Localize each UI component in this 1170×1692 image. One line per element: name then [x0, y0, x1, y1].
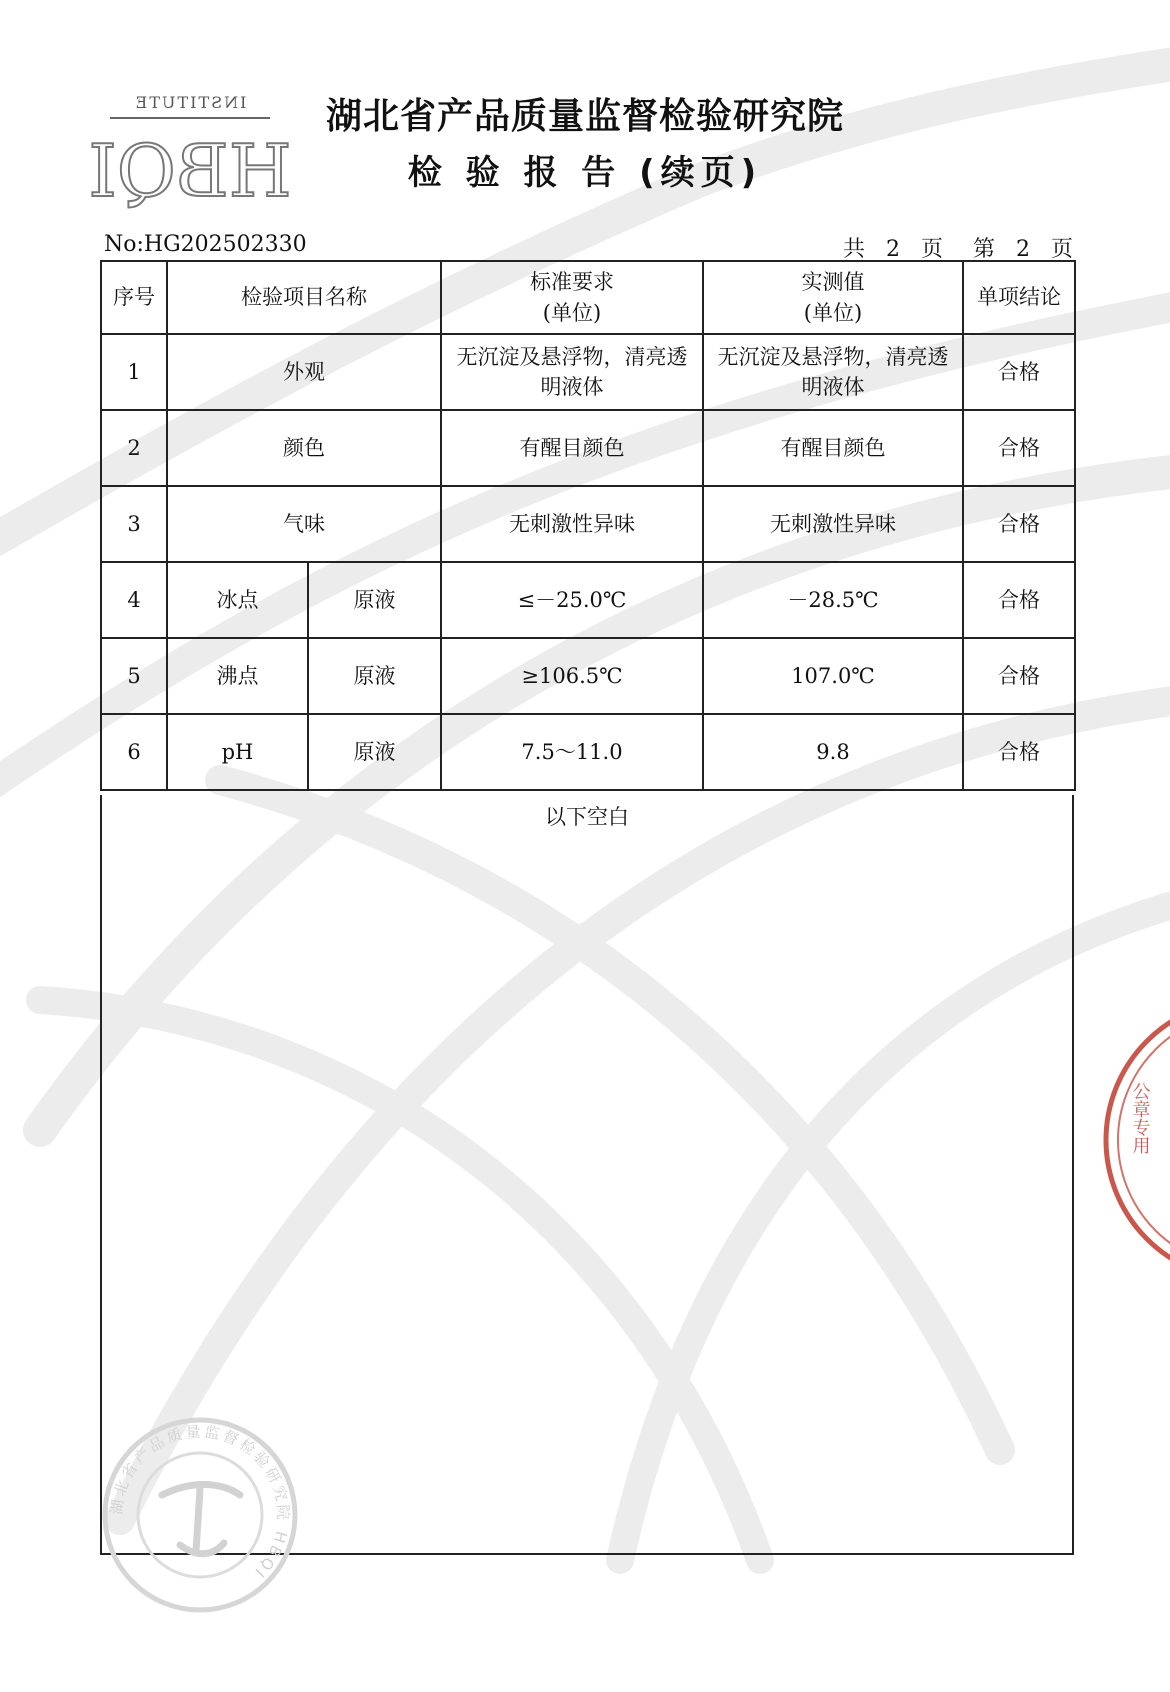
- row-standard: 7.5～11.0: [441, 714, 703, 790]
- logo-top-text: INSTITUTE: [133, 93, 247, 112]
- table-header-row: [101, 261, 1075, 334]
- row-index: 1: [101, 334, 167, 410]
- row-sub-item: 原液: [308, 638, 441, 714]
- row-sub-item: 原液: [308, 562, 441, 638]
- header-conclusion: 单项结论: [963, 261, 1075, 334]
- row-conclusion: 合格: [963, 714, 1075, 790]
- row-measured: 有醒目颜色: [703, 410, 963, 486]
- row-standard: 无刺激性异味: [441, 486, 703, 562]
- row-index: 3: [101, 486, 167, 562]
- seal-text: 湖北省产品质量监督检验研究院 HBQI: [107, 1422, 293, 1583]
- row-index: 2: [101, 410, 167, 486]
- stamp-text: 公章专用: [1129, 1082, 1151, 1154]
- row-measured: 9.8: [703, 714, 963, 790]
- row-standard: 有醒目颜色: [441, 410, 703, 486]
- row-standard: ≥106.5℃: [441, 638, 703, 714]
- header-measured: 实测值 (单位): [703, 261, 963, 334]
- table-row: [101, 638, 1075, 714]
- table-row: [101, 562, 1075, 638]
- row-index: 4: [101, 562, 167, 638]
- row-conclusion: 合格: [963, 334, 1075, 410]
- row-measured: 无刺激性异味: [703, 486, 963, 562]
- row-measured: 无沉淀及悬浮物，清亮透明液体: [703, 334, 963, 410]
- report-number: No:HG202502330: [104, 232, 307, 257]
- row-item: 颜色: [167, 410, 441, 486]
- row-item: 气味: [167, 486, 441, 562]
- row-item: 外观: [167, 334, 441, 410]
- row-measured: －28.5℃: [703, 562, 963, 638]
- row-measured: 107.0℃: [703, 638, 963, 714]
- row-conclusion: 合格: [963, 638, 1075, 714]
- embossed-seal: [100, 1415, 300, 1615]
- blank-note: 以下空白: [545, 805, 629, 829]
- row-item: 冰点: [167, 562, 308, 638]
- row-item: pH: [167, 714, 308, 790]
- row-standard: ≤－25.0℃: [441, 562, 703, 638]
- logo-main-text: HBQI: [88, 129, 292, 213]
- row-index: 5: [101, 638, 167, 714]
- inspection-table: [100, 260, 1076, 791]
- row-sub-item: 原液: [308, 714, 441, 790]
- table-row: [101, 410, 1075, 486]
- row-conclusion: 合格: [963, 486, 1075, 562]
- row-conclusion: 合格: [963, 562, 1075, 638]
- page-total: 共 2 页: [843, 237, 944, 262]
- row-index: 6: [101, 714, 167, 790]
- official-stamp: [1096, 1040, 1170, 1240]
- institute-name: 湖北省产品质量监督检验研究院: [325, 96, 844, 137]
- page-current: 第 2 页: [973, 237, 1073, 262]
- header-item: 检验项目名称: [167, 261, 441, 334]
- table-row: [101, 486, 1075, 562]
- header-standard: 标准要求 (单位): [441, 261, 703, 334]
- report-title: 检 验 报 告 (续页): [407, 153, 763, 193]
- row-standard: 无沉淀及悬浮物，清亮透明液体: [441, 334, 703, 410]
- table-row: [101, 334, 1075, 410]
- header-index: 序号: [101, 261, 167, 334]
- page-info: [843, 232, 1073, 263]
- row-item: 沸点: [167, 638, 308, 714]
- row-conclusion: 合格: [963, 410, 1075, 486]
- table-row: [101, 714, 1075, 790]
